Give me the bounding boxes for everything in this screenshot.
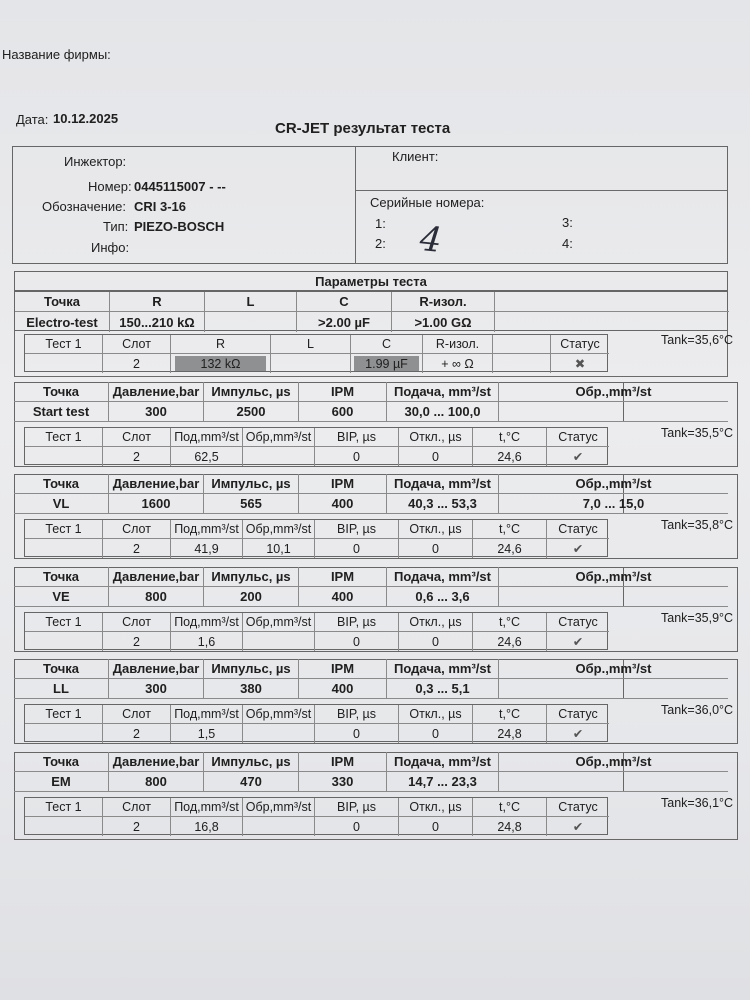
number-label: Номер:	[88, 179, 132, 194]
test-point-value-0: Start test	[14, 402, 109, 422]
test-point-value-1: 1600	[109, 494, 204, 514]
result-header-3: Обр,mm³/st	[243, 798, 315, 817]
result-header-1: Слот	[103, 428, 171, 447]
electro-v1: 150...210 kΩ	[110, 312, 205, 332]
flow-header-2: Импульс, µs	[204, 382, 299, 402]
flow-header-4: Подача, mm³/st	[387, 567, 499, 587]
result-header-7: Статус	[547, 428, 609, 447]
electro-sv2: 132 kΩ	[175, 356, 266, 371]
status-ok-icon: ✔	[572, 542, 584, 556]
test-point-value-4: 30,0 ... 100,0	[387, 402, 499, 422]
result-header-4: BIP, µs	[315, 428, 399, 447]
flow-header-0: Точка	[14, 567, 109, 587]
test-result-table	[24, 427, 608, 465]
report-title: CR-JET результат теста	[275, 120, 451, 137]
result-value-2: 41,9	[171, 539, 243, 558]
electro-sv1: 2	[103, 354, 171, 373]
test-point-value-0: EM	[14, 772, 109, 792]
flow-header-3: IPM	[299, 567, 387, 587]
test-point-value-3: 400	[299, 494, 387, 514]
flow-header-1: Давление,bar	[109, 752, 204, 772]
electro-sv0	[25, 354, 103, 373]
flow-header-2: Импульс, µs	[204, 567, 299, 587]
flow-header-5: Обр.,mm³/st	[499, 567, 728, 587]
result-value-3	[243, 817, 315, 836]
status-ok-icon: ✔	[572, 820, 584, 834]
electro-sh7: Статус	[551, 335, 609, 354]
test-params-table	[14, 752, 652, 792]
date-label: Дата:	[16, 112, 49, 127]
result-header-6: t,°C	[473, 520, 547, 539]
electro-sv3	[271, 354, 351, 373]
number-value: 0445115007 - --	[134, 179, 226, 194]
test-point-value-5	[499, 402, 728, 422]
result-value-0	[25, 539, 103, 558]
result-header-6: t,°C	[473, 798, 547, 817]
result-value-4: 0	[315, 817, 399, 836]
result-header-2: Под,mm³/st	[171, 520, 243, 539]
electro-v0: Electro-test	[15, 312, 110, 332]
result-value-6: 24,8	[473, 817, 547, 836]
result-value-5: 0	[399, 447, 473, 466]
test-point-value-3: 400	[299, 679, 387, 699]
designation-label: Обозначение:	[42, 199, 127, 214]
electro-result-table	[24, 334, 608, 372]
flow-header-1: Давление,bar	[109, 382, 204, 402]
result-header-6: t,°C	[473, 428, 547, 447]
result-header-2: Под,mm³/st	[171, 705, 243, 724]
test-point-value-4: 40,3 ... 53,3	[387, 494, 499, 514]
result-header-1: Слот	[103, 705, 171, 724]
result-header-0: Тест 1	[25, 798, 103, 817]
result-value-2: 1,6	[171, 632, 243, 651]
electro-h0: Точка	[15, 292, 110, 312]
tank-temperature: Tank=35,8°C	[661, 518, 734, 532]
result-value-4: 0	[315, 724, 399, 743]
electro-h1: R	[110, 292, 205, 312]
result-value-3	[243, 447, 315, 466]
test-point-value-4: 0,6 ... 3,6	[387, 587, 499, 607]
result-header-2: Под,mm³/st	[171, 613, 243, 632]
test-point-value-4: 0,3 ... 5,1	[387, 679, 499, 699]
client-label: Клиент:	[392, 149, 439, 164]
result-value-1: 2	[103, 539, 171, 558]
result-header-1: Слот	[103, 613, 171, 632]
test-params-table	[14, 382, 652, 422]
electro-sh2: R	[171, 335, 271, 354]
flow-header-0: Точка	[14, 659, 109, 679]
flow-header-2: Импульс, µs	[204, 752, 299, 772]
result-value-4: 0	[315, 632, 399, 651]
electro-v3: >2.00 µF	[297, 312, 392, 332]
result-value-0	[25, 724, 103, 743]
result-header-7: Статус	[547, 705, 609, 724]
flow-header-4: Подача, mm³/st	[387, 752, 499, 772]
test-point-value-2: 470	[204, 772, 299, 792]
result-value-4: 0	[315, 539, 399, 558]
test-point-value-0: VL	[14, 494, 109, 514]
test-point-value-5	[499, 772, 728, 792]
flow-header-0: Точка	[14, 474, 109, 494]
serial-2-label: 2:	[375, 236, 386, 251]
electro-h4: R-изол.	[392, 292, 495, 312]
result-header-0: Тест 1	[25, 705, 103, 724]
info-label: Инфо:	[91, 240, 130, 255]
type-label: Тип:	[103, 219, 129, 234]
electro-v5	[495, 312, 729, 332]
serial-4-label: 4:	[562, 236, 573, 251]
result-header-6: t,°C	[473, 613, 547, 632]
flow-header-0: Точка	[14, 752, 109, 772]
electro-sh5: R-изол.	[423, 335, 493, 354]
electro-sh3: L	[271, 335, 351, 354]
test-result-table	[24, 612, 608, 650]
result-header-4: BIP, µs	[315, 798, 399, 817]
flow-header-4: Подача, mm³/st	[387, 382, 499, 402]
result-value-0	[25, 632, 103, 651]
result-header-5: Откл., µs	[399, 798, 473, 817]
test-params-table	[14, 659, 652, 699]
test-point-value-3: 600	[299, 402, 387, 422]
electro-h3: C	[297, 292, 392, 312]
flow-header-5: Обр.,mm³/st	[499, 659, 728, 679]
result-value-3	[243, 724, 315, 743]
result-header-1: Слот	[103, 520, 171, 539]
result-value-3	[243, 632, 315, 651]
result-header-2: Под,mm³/st	[171, 428, 243, 447]
serial-3-label: 3:	[562, 215, 573, 230]
result-header-5: Откл., µs	[399, 613, 473, 632]
flow-header-3: IPM	[299, 659, 387, 679]
result-value-5: 0	[399, 724, 473, 743]
test-result-table	[24, 519, 608, 557]
flow-header-3: IPM	[299, 474, 387, 494]
result-value-6: 24,6	[473, 539, 547, 558]
electro-sh0: Тест 1	[25, 335, 103, 354]
result-header-6: t,°C	[473, 705, 547, 724]
result-header-3: Обр,mm³/st	[243, 705, 315, 724]
result-header-4: BIP, µs	[315, 520, 399, 539]
result-header-3: Обр,mm³/st	[243, 613, 315, 632]
flow-header-4: Подача, mm³/st	[387, 474, 499, 494]
status-ok-icon: ✔	[572, 635, 584, 649]
electro-params-table	[14, 291, 728, 331]
flow-header-0: Точка	[14, 382, 109, 402]
test-params-table	[14, 567, 652, 607]
result-value-5: 0	[399, 539, 473, 558]
tank-temperature: Tank=36,0°C	[661, 703, 734, 717]
flow-header-3: IPM	[299, 752, 387, 772]
date-value: 10.12.2025	[53, 111, 119, 126]
result-value-5: 0	[399, 632, 473, 651]
flow-header-5: Обр.,mm³/st	[499, 382, 728, 402]
test-point-value-1: 800	[109, 587, 204, 607]
tank-temperature: Tank=35,5°C	[661, 426, 734, 440]
result-value-2: 62,5	[171, 447, 243, 466]
test-point-value-0: VE	[14, 587, 109, 607]
flow-header-1: Давление,bar	[109, 474, 204, 494]
result-header-7: Статус	[547, 613, 609, 632]
result-value-1: 2	[103, 632, 171, 651]
result-value-2: 1,5	[171, 724, 243, 743]
result-value-2: 16,8	[171, 817, 243, 836]
test-point-value-3: 330	[299, 772, 387, 792]
result-header-7: Статус	[547, 520, 609, 539]
test-point-value-5: 7,0 ... 15,0	[499, 494, 728, 514]
result-value-6: 24,6	[473, 447, 547, 466]
designation-value: CRI 3-16	[134, 199, 187, 214]
test-result-table	[24, 704, 608, 742]
electro-v4: >1.00 GΩ	[392, 312, 495, 332]
electro-sv5: + ∞ Ω	[423, 354, 493, 373]
test-point-value-0: LL	[14, 679, 109, 699]
electro-sh1: Слот	[103, 335, 171, 354]
test-point-value-2: 565	[204, 494, 299, 514]
test-point-value-2: 200	[204, 587, 299, 607]
flow-header-5: Обр.,mm³/st	[499, 474, 728, 494]
test-point-value-1: 300	[109, 679, 204, 699]
serial-1-label: 1:	[375, 216, 386, 231]
flow-header-1: Давление,bar	[109, 567, 204, 587]
test-point-value-1: 300	[109, 402, 204, 422]
result-header-3: Обр,mm³/st	[243, 520, 315, 539]
result-header-4: BIP, µs	[315, 613, 399, 632]
flow-header-5: Обр.,mm³/st	[499, 752, 728, 772]
type-value: PIEZO-BOSCH	[134, 219, 225, 234]
flow-header-2: Импульс, µs	[204, 659, 299, 679]
result-value-6: 24,6	[473, 632, 547, 651]
injector-header: Инжектор:	[64, 154, 127, 169]
result-value-1: 2	[103, 724, 171, 743]
test-point-value-5	[499, 587, 728, 607]
status-fail-icon: ✖	[574, 357, 586, 371]
result-value-5: 0	[399, 817, 473, 836]
test-result-table	[24, 797, 608, 835]
electro-h2: L	[205, 292, 297, 312]
electro-h5	[495, 292, 729, 312]
test-point-value-4: 14,7 ... 23,3	[387, 772, 499, 792]
result-header-5: Откл., µs	[399, 520, 473, 539]
result-header-5: Откл., µs	[399, 705, 473, 724]
result-header-7: Статус	[547, 798, 609, 817]
result-header-0: Тест 1	[25, 428, 103, 447]
electro-sh6	[493, 335, 551, 354]
electro-tank-temp: Tank=35,6°C	[661, 333, 734, 347]
result-header-1: Слот	[103, 798, 171, 817]
test-point-value-2: 2500	[204, 402, 299, 422]
test-point-value-1: 800	[109, 772, 204, 792]
serials-label: Серийные номера:	[370, 195, 485, 210]
result-header-5: Откл., µs	[399, 428, 473, 447]
flow-header-1: Давление,bar	[109, 659, 204, 679]
flow-header-2: Импульс, µs	[204, 474, 299, 494]
result-value-3: 10,1	[243, 539, 315, 558]
result-header-4: BIP, µs	[315, 705, 399, 724]
test-point-value-5	[499, 679, 728, 699]
result-header-0: Тест 1	[25, 613, 103, 632]
status-ok-icon: ✔	[572, 727, 584, 741]
result-value-1: 2	[103, 447, 171, 466]
params-title: Параметры теста	[14, 271, 728, 291]
result-value-0	[25, 817, 103, 836]
result-header-2: Под,mm³/st	[171, 798, 243, 817]
test-point-value-2: 380	[204, 679, 299, 699]
result-header-3: Обр,mm³/st	[243, 428, 315, 447]
tank-temperature: Tank=36,1°C	[661, 796, 734, 810]
result-value-6: 24,8	[473, 724, 547, 743]
company-label: Название фирмы:	[2, 47, 111, 62]
electro-v2	[205, 312, 297, 332]
test-params-table	[14, 474, 652, 514]
electro-sv4: 1.99 µF	[354, 356, 419, 371]
result-value-4: 0	[315, 447, 399, 466]
flow-header-3: IPM	[299, 382, 387, 402]
flow-header-4: Подача, mm³/st	[387, 659, 499, 679]
electro-sh4: C	[351, 335, 423, 354]
test-point-value-3: 400	[299, 587, 387, 607]
status-ok-icon: ✔	[572, 450, 584, 464]
tank-temperature: Tank=35,9°C	[661, 611, 734, 625]
result-value-0	[25, 447, 103, 466]
result-header-0: Тест 1	[25, 520, 103, 539]
electro-sv6	[493, 354, 551, 373]
result-value-1: 2	[103, 817, 171, 836]
handwritten-serial: 4	[417, 218, 444, 262]
